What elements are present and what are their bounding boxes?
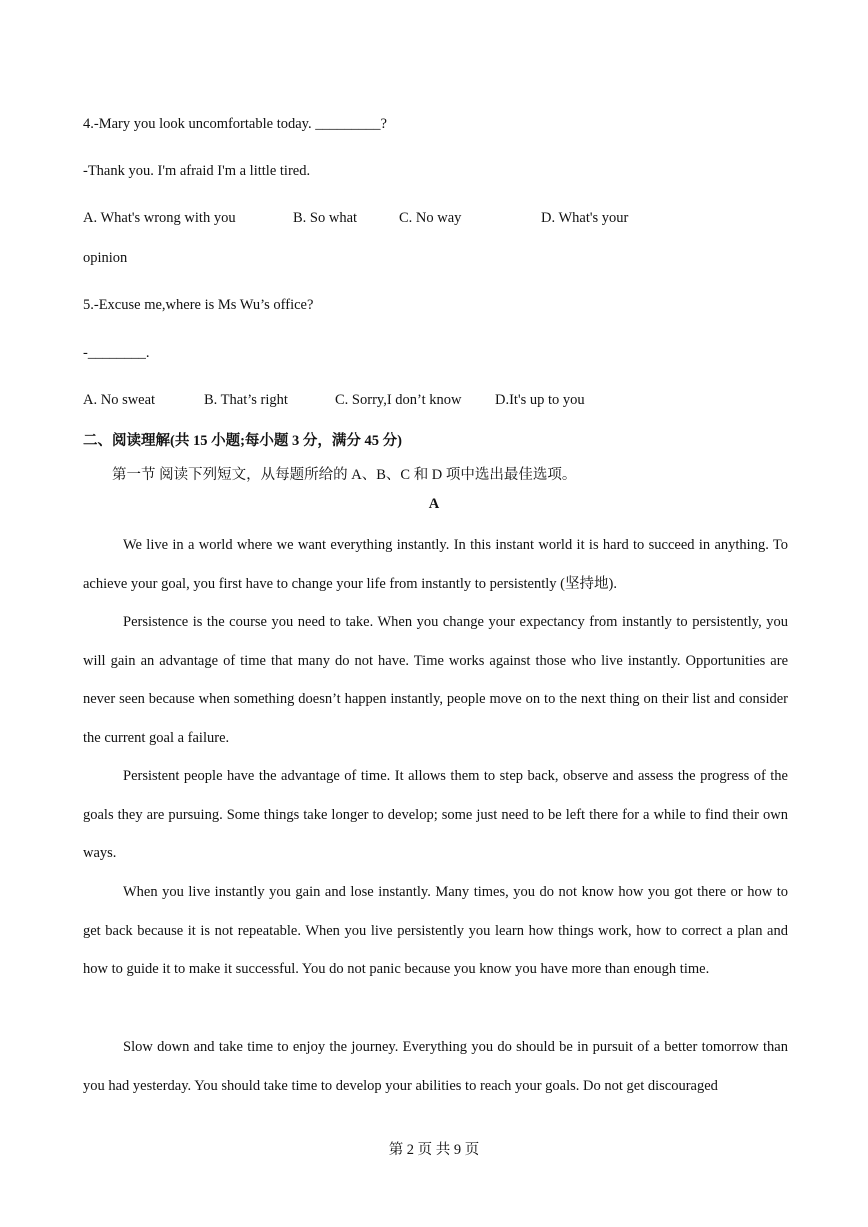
q4-option-d: D. What's your bbox=[541, 210, 629, 226]
section-heading: 二、阅读理解(共 15 小题;每小题 3 分，满分 45 分) bbox=[83, 433, 402, 449]
q5-question: 5.-Excuse me,where is Ms Wu’s office? bbox=[83, 297, 314, 313]
page-footer: 第 2 页 共 9 页 bbox=[388, 1142, 480, 1158]
q5-option-a: A. No sweat bbox=[83, 392, 156, 408]
q5-option-c: C. Sorry,I don’t know bbox=[335, 392, 462, 408]
section-instruction: 第一节 阅读下列短文，从每题所给的 A、B、C 和 D 项中选出最佳选项。 bbox=[112, 467, 577, 483]
q4-option-b: B. So what bbox=[293, 210, 358, 226]
q4-option-d-wrap: opinion bbox=[83, 250, 128, 266]
q4-question: 4.-Mary you look uncomfortable today. _________? bbox=[83, 116, 387, 132]
q5-option-b: B. That’s right bbox=[204, 392, 288, 408]
q4-option-c: C. No way bbox=[399, 210, 462, 226]
q4-answer-line: -Thank you. I'm afraid I'm a little tired. bbox=[83, 163, 311, 179]
passage-paragraph-4: When you live instantly you gain and lose instantly. Many times, you do not know how you got there or how to get back because it is not repeatable. When you live persistently you learn how things work, how to correct a plan and how to guide it to make it successful. You do not panic because you know you have more than enough time. bbox=[83, 884, 788, 978]
q4-option-a: A. What's wrong with you bbox=[83, 210, 236, 226]
passage-paragraph-5: Slow down and take time to enjoy the journey. Everything you do should be in pursuit of a better tomorrow than you had yesterday. You should take time to develop your abilities to reach your goals. Do not get discouraged bbox=[83, 1039, 788, 1094]
passage-label: A bbox=[428, 496, 440, 512]
passage-paragraph-1: We live in a world where we want everything instantly. In this instant world it is hard to succeed in anything. To achieve your goal, you first have to change your life from instantly to persistently (坚持地). bbox=[83, 537, 788, 592]
passage-paragraph-2: Persistence is the course you need to take. When you change your expectancy from instantly to persistently, you will gain an advantage of time that many do not have. Time works against those who live instantly. Opportunities are never seen because when something doesn’t happen instantly, people move on to the next thing on their list and consider the current goal a failure. bbox=[83, 614, 788, 747]
q5-option-d: D.It's up to you bbox=[495, 392, 585, 408]
passage-paragraph-3: Persistent people have the advantage of time. It allows them to step back, observe and assess the progress of the goals they are pursuing. Some things take longer to develop; some just need to be left there for a while to find their own ways. bbox=[83, 768, 788, 862]
q5-answer-line: -________. bbox=[83, 345, 150, 361]
